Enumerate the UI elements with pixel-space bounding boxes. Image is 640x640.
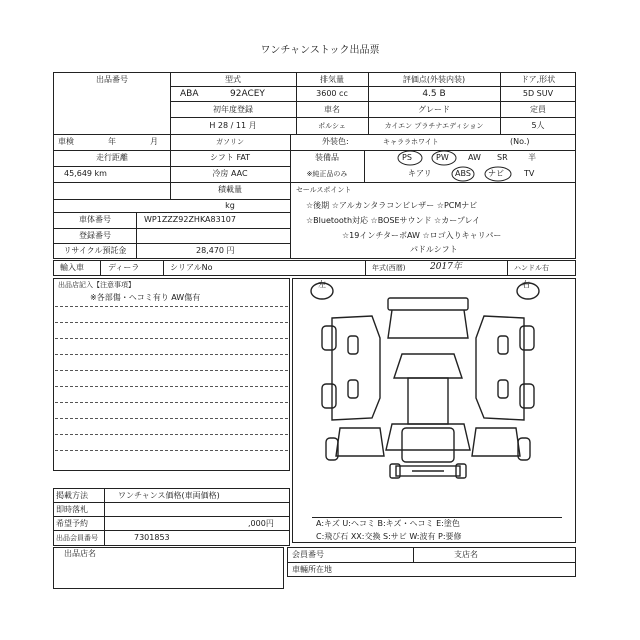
lot-number-label: 出品番号 bbox=[96, 75, 128, 84]
import-label: 輸入車 bbox=[60, 263, 84, 272]
chassis-value: WP1ZZZ92ZHKA83107 bbox=[144, 215, 236, 224]
equip-aw: AW bbox=[468, 153, 481, 162]
rating-value: 4.5 B bbox=[422, 89, 446, 99]
grade-label: グレード bbox=[418, 105, 450, 114]
diagram-right-label: 右 bbox=[522, 280, 530, 289]
equipment-label: 装備品 bbox=[315, 153, 339, 162]
diagram-legend-2: C:飛び石 XX:交換 S:サビ W:波有 P:要修 bbox=[316, 532, 462, 541]
equip-abs: ABS bbox=[455, 169, 471, 178]
equip-tv: TV bbox=[524, 169, 535, 178]
notes-line-1: ※各部傷・ヘコミ有り AW傷有 bbox=[90, 293, 201, 302]
equip-sr: SR bbox=[497, 153, 508, 162]
equip-navi: ナビ bbox=[488, 169, 504, 178]
location-label: 車輛所在地 bbox=[292, 565, 332, 574]
equip-keyless: キアリ bbox=[408, 169, 432, 178]
grade-value: カイエン プラチナエディション bbox=[384, 122, 484, 130]
load-label: 積載量 bbox=[218, 185, 242, 194]
branch-label: 支店名 bbox=[454, 550, 478, 559]
form-title: ワンチャンストック出品票 bbox=[260, 45, 380, 56]
capacity-value: 5人 bbox=[531, 121, 545, 130]
handle-value: ハンドル右 bbox=[514, 264, 549, 272]
sales-point-1: ☆後期 ☆アルカンタラコンビレザー ☆PCMナビ bbox=[306, 201, 478, 210]
notes-header: 出品店記入【注意事項】 bbox=[58, 281, 135, 289]
inspection-month: 月 bbox=[150, 137, 158, 146]
first-reg-value: H 28 / 11 月 bbox=[209, 121, 257, 130]
recycle-value: 28,470 円 bbox=[196, 246, 235, 255]
immediate-label: 即時落札 bbox=[56, 505, 88, 514]
member-label: 出品会員番号 bbox=[56, 534, 98, 542]
maker-label: 車名 bbox=[324, 105, 340, 114]
sales-point-4: パドルシフト bbox=[410, 245, 458, 254]
sales-point-label: セールスポイント bbox=[296, 186, 352, 194]
diagram-left-label: 左 bbox=[318, 280, 326, 289]
equipment-note: ※純正品のみ bbox=[306, 170, 348, 178]
sales-point-3: ☆19インチターボAW ☆ロゴ入りキャリパー bbox=[342, 231, 502, 240]
color-value: キャララホワイト bbox=[383, 138, 439, 146]
model-code: 92ACEY bbox=[230, 89, 265, 99]
color-number: (No.) bbox=[510, 137, 530, 146]
fuel-value: ガソリン bbox=[216, 138, 244, 146]
capacity-label: 定員 bbox=[530, 105, 546, 114]
inspection-year: 年 bbox=[108, 137, 116, 146]
chassis-label: 車体番号 bbox=[79, 215, 111, 224]
year-value: 2017年 bbox=[430, 262, 462, 272]
shift-value: シフト FAT bbox=[209, 153, 251, 162]
member-no-label: 会員番号 bbox=[292, 550, 324, 559]
load-unit: kg bbox=[225, 201, 235, 210]
shop-name-label: 出品店名 bbox=[64, 549, 96, 558]
rating-label: 評価点(外装内装) bbox=[402, 75, 466, 84]
model-label: 型式 bbox=[225, 75, 241, 84]
hope-unit: ,000円 bbox=[248, 519, 274, 528]
ac-value: 冷房 AAC bbox=[212, 169, 248, 178]
method-label: 掲載方法 bbox=[56, 491, 88, 500]
member-value: 7301853 bbox=[134, 533, 170, 542]
equip-ps: PS bbox=[402, 153, 412, 162]
dealer-value: ディーラ bbox=[108, 263, 140, 272]
equip-half: 半 bbox=[528, 153, 536, 162]
inspection-label: 車検 bbox=[58, 137, 74, 146]
door-label: ドア,形状 bbox=[520, 75, 556, 84]
displacement-label: 排気量 bbox=[320, 75, 344, 84]
model-prefix: ABA bbox=[180, 89, 199, 99]
diagram-legend-1: A:キズ U:ヘコミ B:キズ・ヘコミ E:塗色 bbox=[316, 519, 460, 528]
recycle-label: リサイクル預託金 bbox=[63, 246, 127, 255]
mileage-label: 走行距離 bbox=[96, 153, 128, 162]
maker-value: ポルシェ bbox=[318, 122, 346, 130]
sales-point-2: ☆Bluetooth対応 ☆BOSEサウンド ☆カープレイ bbox=[306, 216, 481, 225]
displacement-value: 3600 cc bbox=[316, 89, 348, 98]
equip-pw: PW bbox=[436, 153, 449, 162]
car-outline-diagram bbox=[292, 278, 576, 518]
year-label: 年式(西暦) bbox=[372, 264, 406, 272]
hope-label: 希望予約 bbox=[56, 519, 88, 528]
first-reg-label: 初年度登録 bbox=[213, 105, 253, 114]
color-label: 外装色: bbox=[322, 137, 349, 146]
serial-label: シリアルNo bbox=[170, 263, 213, 272]
reg-number-label: 登録番号 bbox=[79, 231, 111, 240]
mileage-value: 45,649 km bbox=[64, 169, 107, 178]
door-value: 5D SUV bbox=[522, 89, 554, 98]
method-value: ワンチャンス価格(車両価格) bbox=[118, 491, 220, 500]
